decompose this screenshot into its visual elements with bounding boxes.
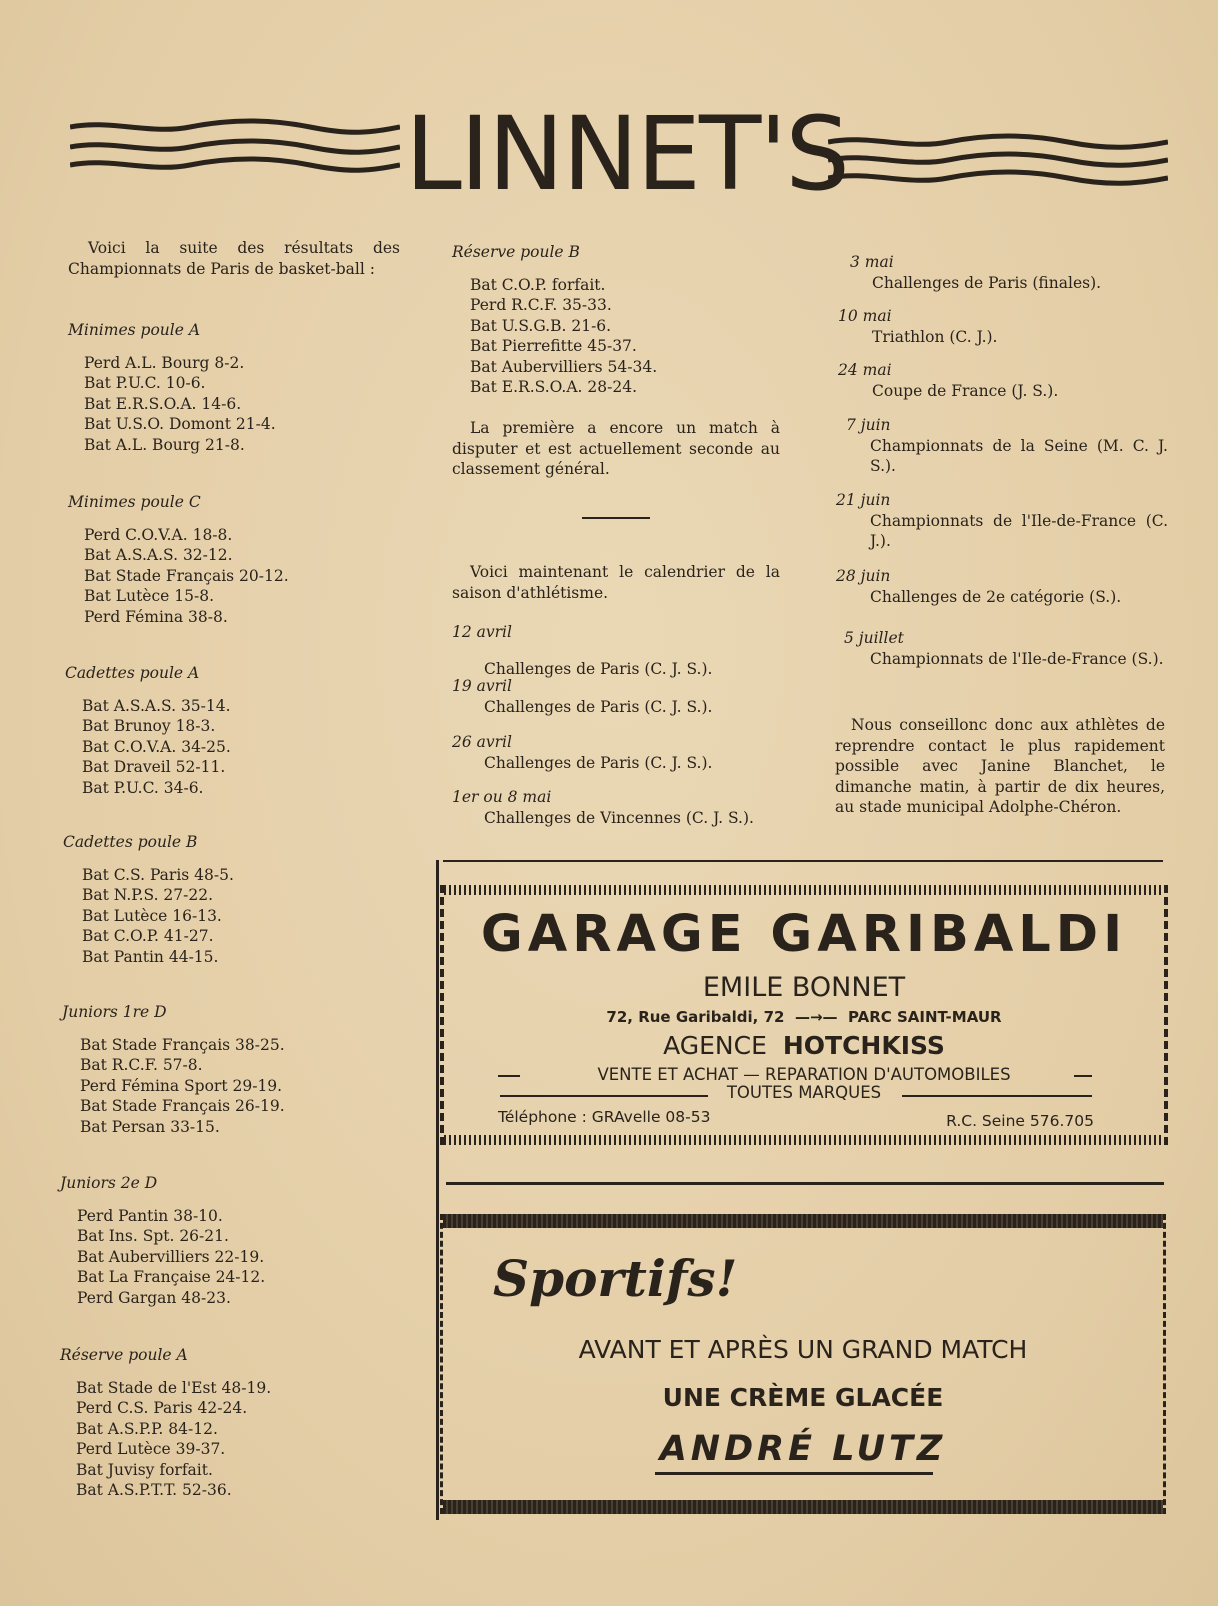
result-line: Bat Pierrefitte 45-37. bbox=[470, 337, 637, 355]
section-heading: Cadettes poule B bbox=[63, 833, 198, 851]
result-line: Bat Juvisy forfait. bbox=[76, 1460, 213, 1479]
ad-line-2: UNE CRÈME GLACÉE bbox=[662, 1383, 944, 1412]
result-line: Bat Stade Français 26-19. bbox=[80, 1097, 285, 1115]
intro-paragraph: Voici la suite des résultats des Championnats de Paris de basket-ball : bbox=[68, 239, 400, 278]
calendar-date: 26 avril bbox=[452, 733, 512, 751]
garage-agency bbox=[444, 1031, 1164, 1061]
garage-rc: R.C. Seine 576.705 bbox=[946, 1112, 1094, 1130]
ad-rule-middle bbox=[446, 1182, 1164, 1185]
result-line: Bat N.P.S. 27-22. bbox=[82, 886, 214, 904]
calendar-date: 1er ou 8 mai bbox=[452, 788, 552, 806]
garage-name: GARAGE GARIBALDI bbox=[480, 905, 1128, 964]
section-reserve-poule-b bbox=[452, 242, 782, 398]
calendar-entry bbox=[838, 306, 1172, 347]
calendar-entry bbox=[842, 252, 1172, 293]
ad-column-rule bbox=[436, 860, 439, 1520]
ad-border-top bbox=[443, 1214, 1163, 1228]
result-line: Bat Aubervilliers 54-34. bbox=[470, 357, 658, 376]
ad-border-bottom bbox=[443, 1500, 1163, 1514]
brand-underline bbox=[655, 1472, 933, 1475]
masthead-wave-right bbox=[828, 130, 1168, 190]
result-line: Bat C.O.P. 41-27. bbox=[82, 927, 214, 945]
calendar-date: 21 juin bbox=[836, 491, 891, 509]
calendar-date: 28 juin bbox=[836, 567, 891, 585]
result-line: Bat U.S.O. Domont 21-4. bbox=[84, 415, 276, 433]
result-line: Perd A.L. Bourg 8-2. bbox=[84, 353, 245, 372]
section-juniors-2e-d bbox=[60, 1173, 390, 1308]
calendar-entry bbox=[836, 566, 1168, 607]
section-heading: Minimes poule A bbox=[68, 321, 201, 339]
result-line: Bat A.L. Bourg 21-8. bbox=[84, 435, 245, 454]
result-line: Perd C.O.V.A. 18-8. bbox=[84, 525, 233, 544]
calendar-event: Challenges de Paris (C. J. S.). bbox=[484, 697, 713, 716]
result-line: Bat Persan 33-15. bbox=[80, 1117, 220, 1136]
section-heading: Juniors 2e D bbox=[60, 1174, 158, 1192]
address-street: 72, Rue Garibaldi, 72 bbox=[606, 1008, 785, 1026]
calendar-date: 5 juillet bbox=[844, 629, 904, 647]
result-line: Perd Lutèce 39-37. bbox=[76, 1440, 226, 1458]
section-heading: Minimes poule C bbox=[68, 493, 201, 511]
garage-address bbox=[444, 1007, 1164, 1027]
ad-headline: Sportifs! bbox=[493, 1249, 738, 1308]
garage-brands: TOUTES MARQUES bbox=[726, 1083, 882, 1102]
calendar-event: Challenges de Vincennes (C. J. S.). bbox=[484, 808, 754, 827]
calendar-date: 7 juin bbox=[846, 416, 891, 434]
section-cadettes-poule-b bbox=[63, 832, 393, 967]
ad-rule-top bbox=[443, 860, 1163, 862]
result-line: Bat La Française 24-12. bbox=[77, 1268, 266, 1286]
result-line: Bat A.S.A.S. 35-14. bbox=[82, 696, 231, 715]
column-basketball-results bbox=[68, 238, 400, 279]
calendar-event: Challenges de 2e catégorie (S.). bbox=[870, 587, 1122, 606]
closing-paragraph: Nous conseillonc donc aux athlètes de reprendre contact le plus rapidement possible avec Janine Blanchet, le dimanche matin, à partir de dix heures, au stade municipal Adolphe-Chéron. bbox=[835, 716, 1165, 816]
masthead-wave-left bbox=[70, 115, 400, 175]
garage-phone: Téléphone : GRAvelle 08-53 bbox=[498, 1108, 711, 1126]
result-line: Perd Fémina 38-8. bbox=[84, 607, 228, 626]
result-line: Bat P.U.C. 34-6. bbox=[82, 778, 204, 797]
calendar-entry bbox=[452, 622, 782, 679]
result-line: Bat Pantin 44-15. bbox=[82, 947, 219, 966]
calendar-entry bbox=[836, 490, 1168, 552]
result-line: Bat Stade Français 20-12. bbox=[84, 566, 289, 585]
calendar-event: Challenges de Paris (C. J. S.). bbox=[484, 753, 713, 772]
standings-note: La première a encore un match à disputer et est actuellement seconde au classement général. bbox=[452, 419, 780, 478]
calendar-entry bbox=[452, 676, 782, 717]
calendar-date: 12 avril bbox=[452, 623, 512, 641]
result-line: Bat Stade de l'Est 48-19. bbox=[76, 1378, 272, 1397]
calendar-date: 24 mai bbox=[838, 361, 892, 379]
ad-brand: ANDRÉ LUTZ bbox=[659, 1429, 947, 1469]
section-heading: Réserve poule B bbox=[452, 243, 580, 261]
result-line: Bat E.R.S.O.A. 14-6. bbox=[84, 394, 242, 413]
garage-owner: EMILE BONNET bbox=[702, 972, 906, 1003]
result-line: Bat R.C.F. 57-8. bbox=[80, 1056, 203, 1074]
services-dash-right bbox=[1074, 1075, 1092, 1077]
ad-border-top bbox=[444, 885, 1164, 895]
result-line: Bat C.O.P. forfait. bbox=[470, 275, 606, 294]
result-line: Perd Fémina Sport 29-19. bbox=[80, 1076, 283, 1095]
result-line: Perd R.C.F. 35-33. bbox=[470, 296, 612, 314]
page-title: LINNET'S bbox=[405, 95, 849, 214]
ad-border-bottom bbox=[444, 1135, 1164, 1145]
result-line: Bat A.S.A.S. 32-12. bbox=[84, 546, 233, 564]
address-town: PARC SAINT-MAUR bbox=[847, 1008, 1002, 1026]
result-line: Perd Pantin 38-10. bbox=[77, 1206, 223, 1225]
result-line: Bat Stade Français 38-25. bbox=[80, 1035, 285, 1054]
calendar-event: Challenges de Paris (finales). bbox=[872, 273, 1102, 292]
section-cadettes-poule-a bbox=[65, 663, 395, 798]
agency-brand: HOTCHKISS bbox=[782, 1031, 945, 1060]
calendar-entry bbox=[840, 628, 1168, 669]
result-line: Bat C.S. Paris 48-5. bbox=[82, 865, 234, 884]
result-line: Perd C.S. Paris 42-24. bbox=[76, 1399, 248, 1417]
brands-rule-right bbox=[902, 1095, 1092, 1097]
calendar-date: 10 mai bbox=[838, 307, 892, 325]
calendar-entry bbox=[452, 787, 792, 828]
section-heading: Juniors 1re D bbox=[62, 1003, 167, 1021]
section-divider bbox=[582, 517, 650, 519]
calendar-event: Championnats de la Seine (M. C. J. S.). bbox=[870, 436, 1168, 475]
garage-garibaldi-ad bbox=[440, 885, 1168, 1145]
result-line: Bat Lutèce 15-8. bbox=[84, 587, 214, 605]
section-heading: Cadettes poule A bbox=[65, 664, 200, 682]
calendar-event: Coupe de France (J. S.). bbox=[872, 381, 1059, 400]
calendar-intro: Voici maintenant le calendrier de la saison d'athlétisme. bbox=[452, 563, 780, 602]
calendar-event: Championnats de l'Ile-de-France (C. J.). bbox=[870, 511, 1168, 550]
result-line: Bat E.R.S.O.A. 28-24. bbox=[470, 378, 638, 396]
result-line: Bat U.S.G.B. 21-6. bbox=[470, 316, 612, 335]
result-line: Bat Draveil 52-11. bbox=[82, 758, 226, 776]
calendar-entry bbox=[838, 415, 1168, 477]
result-line: Bat A.S.P.P. 84-12. bbox=[76, 1419, 218, 1438]
calendar-entry bbox=[838, 360, 1172, 401]
section-juniors-1re-d bbox=[62, 1002, 392, 1137]
ad-line-1: AVANT ET APRÈS UN GRAND MATCH bbox=[578, 1335, 1028, 1364]
result-line: Bat Aubervilliers 22-19. bbox=[77, 1247, 265, 1266]
section-minimes-poule-c bbox=[68, 492, 398, 627]
result-line: Bat P.U.C. 10-6. bbox=[84, 374, 206, 392]
calendar-entry bbox=[452, 732, 782, 773]
section-heading: Réserve poule A bbox=[60, 1346, 188, 1364]
agency-label: AGENCE bbox=[663, 1031, 767, 1060]
result-line: Bat Brunoy 18-3. bbox=[82, 717, 216, 735]
result-line: Bat Lutèce 16-13. bbox=[82, 906, 222, 925]
section-minimes-poule-a bbox=[68, 320, 398, 455]
calendar-date: 3 mai bbox=[850, 253, 894, 271]
section-reserve-poule-a bbox=[60, 1345, 390, 1501]
result-line: Bat C.O.V.A. 34-25. bbox=[82, 737, 231, 756]
calendar-date: 19 avril bbox=[452, 677, 512, 695]
calendar-event: Championnats de l'Ile-de-France (S.). bbox=[870, 649, 1164, 668]
result-line: Bat Ins. Spt. 26-21. bbox=[77, 1227, 229, 1245]
andre-lutz-ad bbox=[440, 1214, 1166, 1514]
arrow-icon: —→— bbox=[789, 1008, 843, 1026]
result-line: Bat A.S.P.T.T. 52-36. bbox=[76, 1481, 232, 1499]
result-line: Perd Gargan 48-23. bbox=[77, 1288, 231, 1307]
calendar-event: Triathlon (C. J.). bbox=[872, 327, 998, 346]
calendar-event: Challenges de Paris (C. J. S.). bbox=[484, 659, 713, 678]
garage-services: VENTE ET ACHAT — REPARATION D'AUTOMOBILES bbox=[597, 1065, 1011, 1084]
